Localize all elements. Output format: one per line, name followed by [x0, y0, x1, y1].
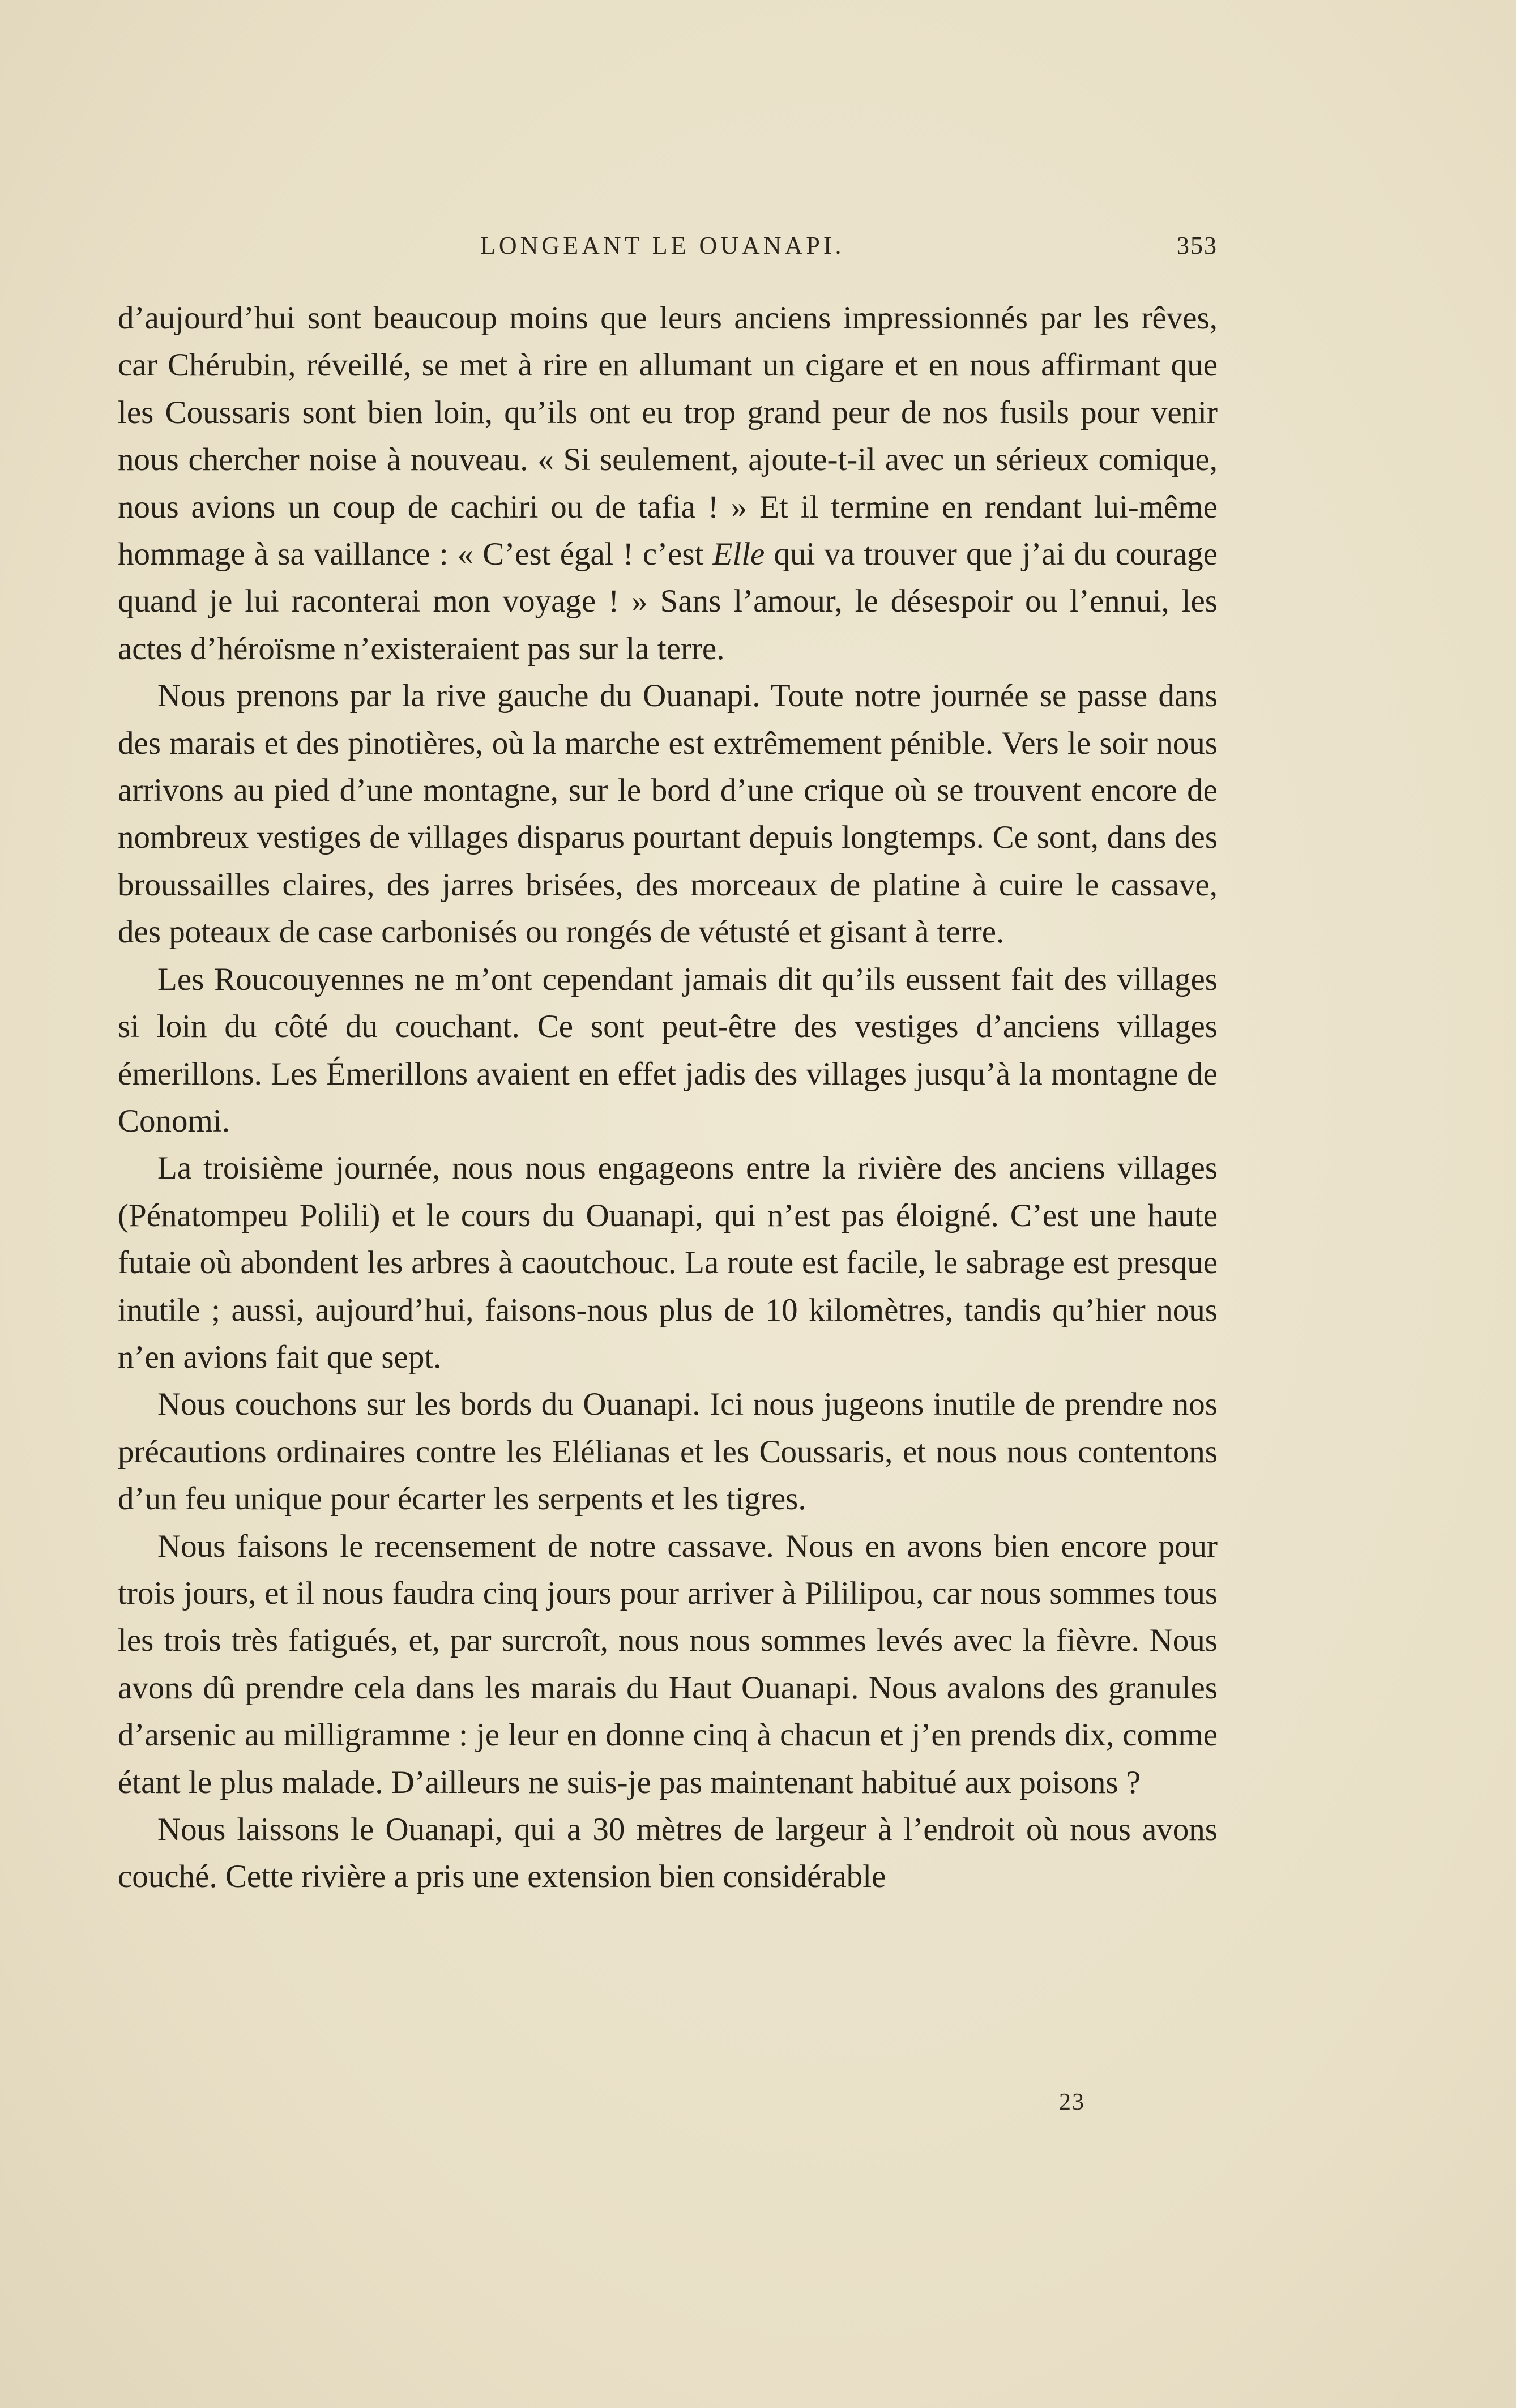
emphasis-elle: Elle	[712, 536, 765, 573]
paragraph-1: d’aujourd’hui sont beaucoup moins que leurs anciens impressionnés par les rêves, car Chérubin, réveillé, se met à rire en allumant un cigare et en nous affirmant que les Coussaris sont bien loin, qu’ils ont eu trop grand peur de nos fusils pour venir nous chercher noise à nouveau. « Si seulement, ajoute-t-il avec un sérieux comique, nous avions un coup de cachiri ou de tafia ! » Et il termine en rendant lui-même hommage à sa vaillance : « C’est égal ! c’est Elle qui va trouver que j’ai du courage quand je lui raconterai mon voyage ! » Sans l’amour, le désespoir ou l’ennui, les actes d’héroïsme n’existeraient pas sur la terre.	[118, 300, 1218, 667]
running-title: LONGEANT LE OUANAPI.	[480, 232, 845, 259]
paragraph-7: Nous laissons le Ouanapi, qui a 30 mètres de largeur à l’endroit où nous avons couché. Cette rivière a pris une extension bien considérable	[118, 1812, 1218, 1895]
paragraph-6: Nous faisons le recensement de notre cassave. Nous en avons bien encore pour trois jours, et il nous faudra cinq jours pour arriver à Pililipou, car nous sommes tous les trois très fatigués, et, par surcroît, nous nous sommes levés avec la fièvre. Nous avons dû prendre cela dans les marais du Haut Ouanapi. Nous avalons des granules d’arsenic au milligramme : je leur en donne cinq à chacun et j’en prends dix, comme étant le plus malade. D’ailleurs ne suis-je pas maintenant habitué aux poisons ?	[118, 1528, 1218, 1800]
paragraph-5: Nous couchons sur les bords du Ouanapi. Ici nous jugeons inutile de prendre nos précautions ordinaires contre les Elélianas et les Coussaris, et nous nous contentons d’un feu unique pour écarter les serpents et les tigres.	[118, 1386, 1218, 1517]
signature-mark: 23	[1059, 2089, 1085, 2115]
paragraph-4: La troisième journée, nous nous engageons entre la rivière des anciens villages (Pénatompeu Polili) et le cours du Ouanapi, qui n’est pas éloigné. C’est une haute futaie où abondent les arbres à caoutchouc. La route est facile, le sabrage est presque inutile ; aussi, aujourd’hui, faisons-nous plus de 10 kilomètres, tandis qu’hier nous n’en avions fait que sept.	[118, 1150, 1218, 1375]
body-text	[118, 294, 1218, 1901]
running-head	[118, 231, 1218, 271]
page-number: 353	[1177, 232, 1218, 259]
paragraph-2: Nous prenons par la rive gauche du Ouanapi. Toute notre journée se passe dans des marais et des pinotières, où la marche est extrêmement pénible. Vers le soir nous arrivons au pied d’une montagne, sur le bord d’une crique où se trouvent encore de nombreux vestiges de villages disparus pourtant depuis longtemps. Ce sont, dans des broussailles claires, des jarres brisées, des morceaux de platine à cuire le cassave, des poteaux de case carbonisés ou rongés de vétusté et gisant à terre.	[118, 678, 1218, 950]
paragraph-3: Les Roucouyennes ne m’ont cependant jamais dit qu’ils eussent fait des villages si loin du côté du couchant. Ce sont peut-être des vestiges d’anciens villages émerillons. Les Émerillons avaient en effet jadis des villages jusqu’à la montagne de Conomi.	[118, 961, 1218, 1139]
